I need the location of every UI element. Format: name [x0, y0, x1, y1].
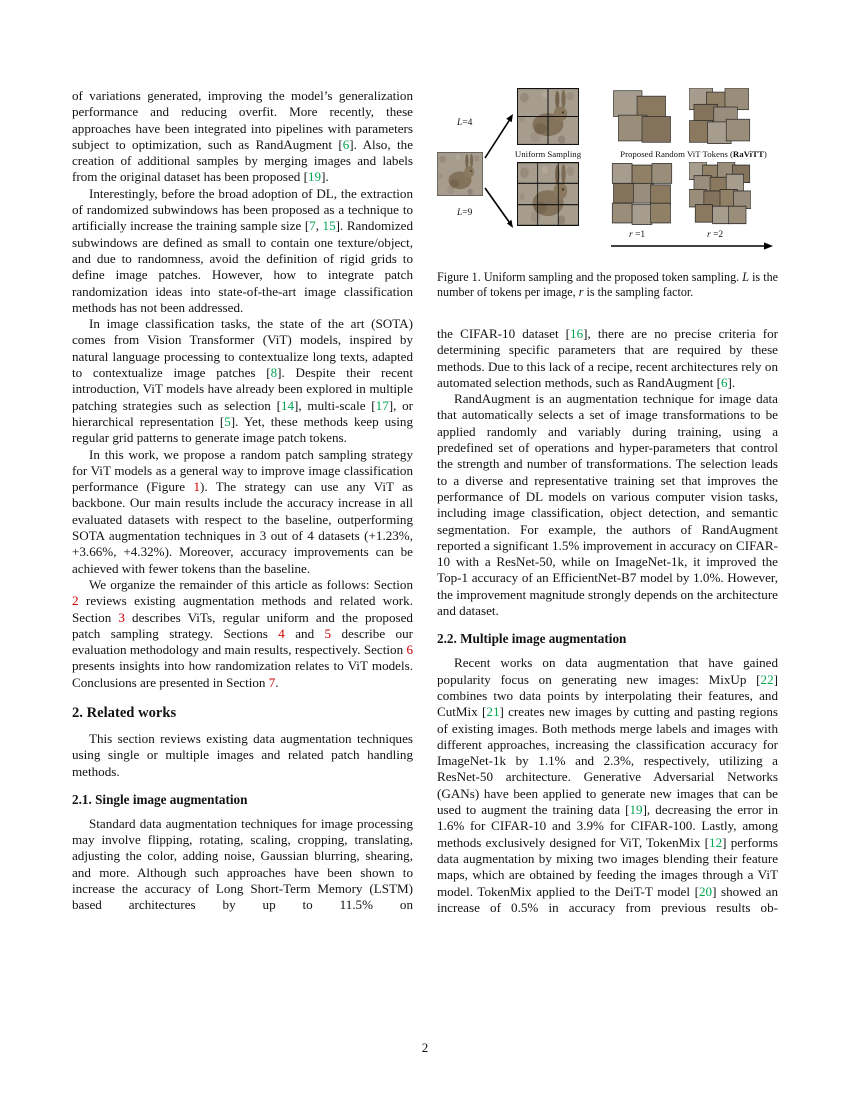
l9-arrow	[485, 188, 509, 222]
paragraph	[437, 391, 778, 619]
text-run: ], or hierarchical representation [	[72, 397, 413, 429]
label-ravitt	[609, 149, 778, 159]
subsection-heading-single-image-augmentation: 2.1. Single image augmentation	[72, 791, 248, 807]
text-run: ]. Randomized subwindows are defined as small to contain one texture/object, and due to randomness, avoid the definition of rigid grids to define image patches. However, how to integrate patch randomization ideas into state-of-the-art image classification methods has not been addressed.	[72, 218, 413, 315]
paragraph	[72, 577, 413, 691]
text-run: L	[457, 118, 463, 128]
citation-link[interactable]: 8	[270, 365, 278, 381]
text-run: ], there are no precise criteria for determining specific parameters that are required by these methods. Due to this lack of a recipe, recent architectures rely on automated selection methods, such as RandAugment [	[437, 326, 778, 390]
text-run: =1	[635, 230, 646, 240]
text-run: ].	[727, 374, 736, 390]
paragraph	[72, 186, 413, 316]
text-run: and	[284, 625, 325, 641]
text-run: =4	[462, 118, 473, 128]
text-run: ]. Despite their recent introduction, ViT models have already been explored in multiple patching strategies such as selection [	[72, 365, 413, 413]
citation-link[interactable]: 21	[486, 704, 500, 720]
citation-link[interactable]: 20	[698, 883, 713, 899]
right-column	[437, 88, 778, 916]
text-run: ). The strategy can use any ViT as backbone. Our main results include the accuracy increase in all evaluated datasets with respect to the baseline, outperforming SOTA augmentation techniques in 3 out of 4 datasets (+1.23%, +3.66%, +4.32%). Moreover, accuracy improvements can be achieved with fewer tokens than the baseline.	[72, 479, 414, 576]
citation-link[interactable]: 16	[570, 326, 584, 341]
text-run: We organize the remainder of this article as follows: Section	[89, 576, 413, 592]
text-run: r	[578, 285, 584, 299]
text-run: ] creates new images by cutting and pasting regions of existing images. Both methods merge labels and images with different approaches, increasing the classification accuracy for ImageNet-1k by 1.1% and 2.3%, respectively, utilizing a ResNet-50 architecture. Generative Adversarial Networks (GANs) have been applied to generate new images that can be used to augment the training data [	[437, 704, 778, 818]
text-run: Recent works on data augmentation that have gained popularity focus on generating new images: MixUp [	[437, 655, 778, 687]
text-run: ], multi-scale [	[294, 397, 376, 413]
text-run: ]. Also, the creation of additional samples by merging images and labels from the original dataset has been proposed [	[72, 136, 414, 185]
text-run: Figure 1. Uniform sampling and the proposed token sampling.	[437, 270, 743, 284]
paragraph	[72, 316, 413, 446]
citation-link[interactable]: 5	[224, 413, 231, 429]
text-run: =2	[713, 230, 724, 240]
text-run: ] showed an increase of 0.5% in accuracy from previous results ob-	[437, 883, 778, 915]
text-run: =9	[462, 208, 473, 218]
text-run: L	[457, 208, 463, 218]
text-run: Standard data augmentation techniques for image processing may involve flipping, rotating, scaling, cropping, translating, adjusting the color, adding noise, Gaussian blurring, shearing, and more. Although such approaches have been shown to increase the accuracy of Long Short-Term Memory (LSTM) based architectures by up to 11.5% on	[72, 815, 413, 913]
text-run: ] combines two data points by interpolating their features, and CutMix [	[437, 671, 778, 720]
left-column	[72, 88, 413, 914]
label-uniform-sampling: Uniform Sampling	[514, 149, 582, 159]
text-run: describe our evaluation methodology and main results, respectively. Section	[72, 625, 413, 658]
citation-link[interactable]: 22	[760, 671, 774, 687]
text-run: ] performs data augmentation by mixing two images blending their feature maps, which are obtained by feeding the images through a ViT model. TokenMix applied to the DeiT-T model [	[437, 834, 778, 899]
text-run: RandAugment is an augmentation technique for image data that automatically selects a set of image transformations to be applied randomly and variably during training, using a predefined set of operations and hyper-parameters that control the strength and number of transformations. The selection leads to a diverse and representative training set that improves the performance of DL models on various computer vision tasks, including image classification, object detection, and semantic segmentation. For example, the authors of RandAugment reported a significant 1.5% improvement in accuracy on CIFAR-10 with a ResNet-50, while on ImageNet-1k, it improved the Top-1 accuracy of an EfficientNet-B7 model by 1.0%. However, the improvement magnitude strongly depends on the architecture and dataset.	[437, 391, 778, 619]
text-run: L	[742, 270, 749, 284]
text-run: .	[275, 674, 279, 690]
label-l9	[457, 208, 472, 218]
text-run: presents insights into how randomization relates to ViT models. Conclusions are presented in Section	[72, 658, 413, 690]
text-run: is the sampling factor.	[583, 285, 694, 299]
text-run: is the number of tokens per image,	[437, 270, 779, 299]
paragraph	[437, 655, 778, 916]
citation-link[interactable]: 19	[307, 169, 322, 185]
citation-link[interactable]: 14	[280, 397, 295, 413]
text-run: reviews existing augmentation methods and related work. Section	[72, 593, 413, 625]
text-run: ,	[315, 218, 323, 234]
paragraph	[72, 88, 413, 186]
figure-caption	[437, 270, 778, 300]
citation-link[interactable]: 7	[309, 218, 316, 234]
figure-canvas	[437, 88, 778, 260]
text-run: Proposed Random ViT Tokens (	[620, 149, 733, 159]
label-r2	[707, 230, 723, 240]
citation-link[interactable]: 15	[322, 218, 336, 234]
text-run: r	[707, 230, 714, 240]
paragraph	[72, 447, 413, 577]
text-run: In image classification tasks, the state of the art (SOTA) comes from Vision Transformer (ViT) models, inspired by natural language processing to contextualize long texts, adapted to contextualize image patches [	[72, 316, 413, 381]
ref-link[interactable]: 7	[268, 674, 276, 690]
figure-1	[437, 88, 778, 300]
citation-link[interactable]: 12	[709, 834, 723, 850]
text-run: )	[763, 149, 767, 159]
text-run: RaViTT	[732, 149, 764, 159]
subsection-heading-multiple-image-augmentation: 2.2. Multiple image augmentation	[437, 631, 627, 647]
label-l4	[457, 118, 472, 128]
page-number: 2	[421, 1040, 429, 1055]
text-run: of variations generated, improving the model’s generalization performance and reducing overfit. More recently, these approaches have been integrated into pipelines with parameters subject to optimization, such as RandAugment [	[72, 88, 413, 152]
ref-link[interactable]: 4	[278, 625, 285, 641]
text-run: ], decreasing the error in 1.6% for CIFAR-10 and 3.9% for CIFAR-100. Lastly, among methods exclusively designed for ViT, TokenMix [	[437, 802, 778, 850]
paragraph	[72, 731, 413, 780]
label-r1	[629, 230, 645, 240]
section-heading-related-works: 2. Related works	[72, 704, 177, 721]
ref-link[interactable]: 5	[324, 625, 332, 641]
citation-link[interactable]: 6	[342, 136, 350, 152]
citation-link[interactable]: 17	[375, 397, 389, 413]
ref-link[interactable]: 3	[118, 609, 125, 625]
text-run: Interestingly, before the broad adoption of DL, the extraction of randomized subwindows has been proposed as a technique to artificially increase the training sample size [	[72, 185, 413, 234]
text-run: ]. Yet, these methods keep using regular grid patterns to generate image patch tokens.	[72, 413, 414, 446]
paragraph	[72, 816, 413, 914]
ref-link[interactable]: 6	[406, 642, 413, 658]
text-run: In this work, we propose a random patch sampling strategy for ViT models as a general way to improve image classification performance (Figure	[72, 446, 413, 495]
ref-link[interactable]: 1	[193, 479, 200, 495]
text-run: the CIFAR-10 dataset [	[437, 326, 571, 341]
text-run: This section reviews existing data augmentation techniques using single or multiple images and related patch handling methods.	[72, 730, 413, 779]
citation-link[interactable]: 6	[721, 374, 728, 390]
text-run: describes ViTs, regular uniform and the proposed patch sampling strategy. Sections	[72, 609, 413, 641]
text-run: r	[629, 230, 636, 240]
ref-link[interactable]: 2	[72, 593, 79, 609]
paragraph	[437, 326, 778, 391]
figure-arrows	[437, 88, 778, 260]
text-run: ].	[321, 169, 329, 185]
citation-link[interactable]: 19	[629, 802, 643, 818]
